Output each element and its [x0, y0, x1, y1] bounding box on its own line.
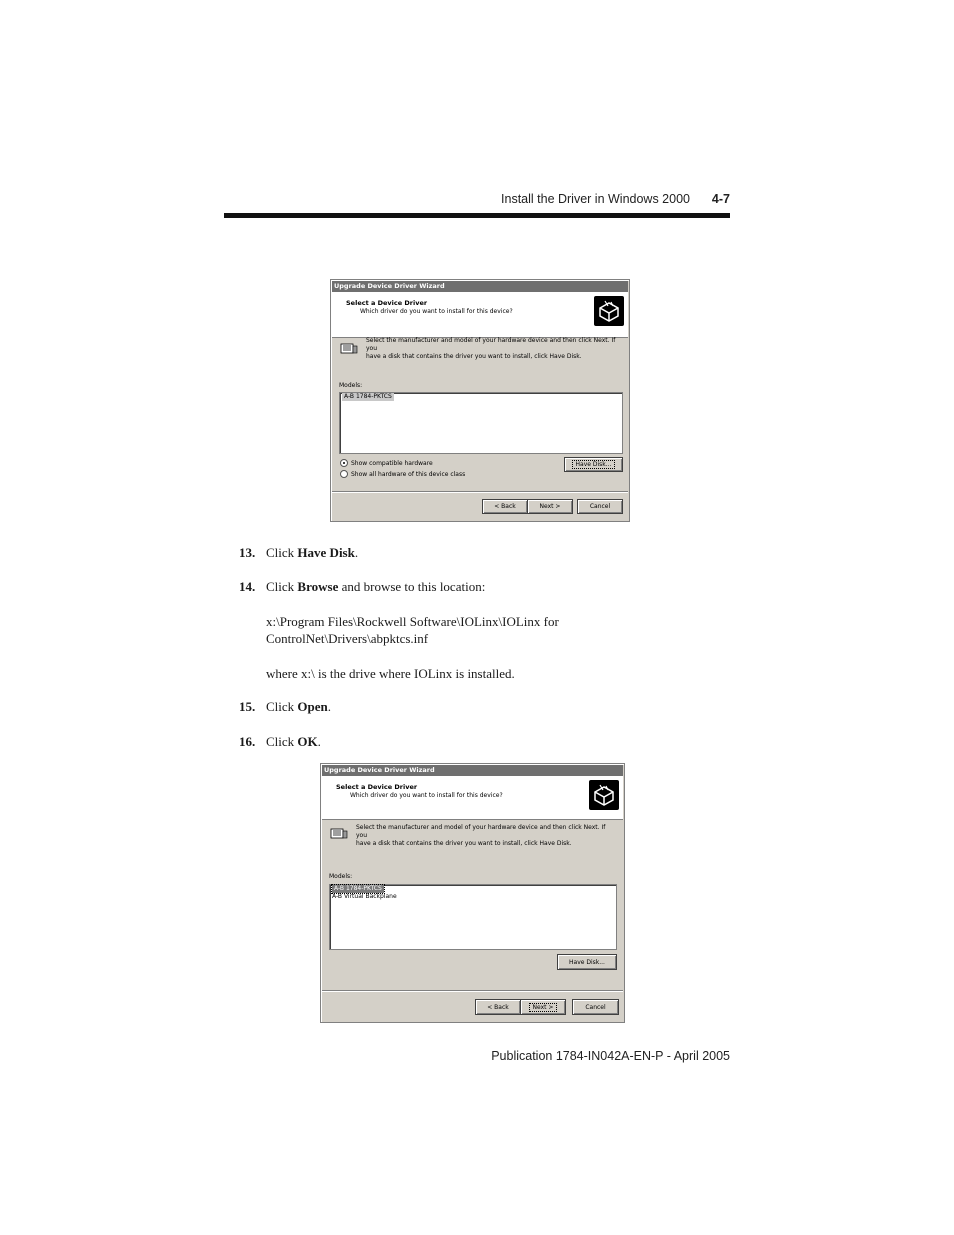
publication-footer: Publication 1784-IN042A-EN-P - April 2005: [491, 1049, 730, 1063]
radio-show-all[interactable]: [340, 470, 465, 478]
models-listbox[interactable]: [329, 884, 617, 950]
models-label: Models:: [339, 382, 363, 389]
dialog-title: Upgrade Device Driver Wizard: [332, 281, 628, 292]
file-path-line: ControlNet\Drivers\abpktcs.inf: [266, 631, 429, 646]
radio-label: Show all hardware of this device class: [351, 470, 466, 478]
instruction-text: [356, 824, 618, 848]
step-text: .: [354, 545, 359, 560]
instruction-line: have a disk that contains the driver you want to install, click Have Disk.: [366, 353, 582, 360]
dialog-heading: Select a Device Driver: [336, 783, 418, 791]
hardware-wizard-icon: [589, 780, 619, 810]
running-header-title: Install the Driver in Windows 2000: [501, 192, 690, 206]
header-rule: [224, 213, 730, 218]
instruction-text: [366, 337, 621, 361]
radio-label: Show compatible hardware: [351, 459, 433, 467]
step-bold-term: OK: [297, 734, 318, 749]
step-text: Click: [266, 699, 298, 714]
hardware-driver-icon: [330, 826, 348, 840]
step-text: and browse to this location:: [338, 579, 486, 594]
instruction-line: Select the manufacturer and model of your hardware device and then click Next. If you: [366, 337, 616, 352]
have-disk-button[interactable]: Have Disk...: [557, 954, 617, 970]
cancel-button[interactable]: Cancel: [577, 499, 623, 514]
list-item[interactable]: A-B 1784-PKTCS: [344, 393, 392, 400]
where-note: where x:\ is the drive where IOLinx is installed.: [266, 666, 515, 681]
dialog-subheading: Which driver do you want to install for this device?: [360, 308, 513, 315]
step-number: 16.: [239, 734, 256, 749]
step-bold-term: Have Disk: [297, 545, 355, 560]
radio-selected-icon: [340, 459, 348, 467]
models-listbox[interactable]: [339, 392, 623, 454]
radio-show-compatible[interactable]: [340, 459, 433, 467]
instruction-line: Select the manufacturer and model of your hardware device and then click Next. If you: [356, 824, 606, 839]
step-14: [239, 579, 485, 595]
dialog-header-panel: [322, 776, 623, 820]
dialog-header-panel: [332, 292, 628, 338]
step-number: 15.: [239, 699, 256, 714]
next-button[interactable]: Next >: [527, 499, 573, 514]
radio-unselected-icon: [340, 470, 348, 478]
next-button[interactable]: Next >: [520, 999, 566, 1015]
cancel-button[interactable]: Cancel: [572, 999, 619, 1015]
have-disk-button[interactable]: Have Disk...: [564, 457, 623, 472]
dialog-heading: Select a Device Driver: [346, 299, 428, 307]
back-button[interactable]: < Back: [475, 999, 521, 1015]
hardware-driver-icon: [340, 341, 358, 355]
file-path: [266, 613, 559, 647]
list-item[interactable]: A-B 1784-PKTCS: [334, 885, 382, 892]
dialog-subheading: Which driver do you want to install for this device?: [350, 792, 503, 799]
step-bold-term: Browse: [297, 579, 339, 594]
step-number: 14.: [239, 579, 256, 594]
back-button[interactable]: < Back: [482, 499, 528, 514]
step-text: Click: [266, 579, 298, 594]
page-number: 4-7: [711, 192, 730, 206]
step-text: .: [327, 699, 332, 714]
step-15: [239, 699, 331, 715]
step-13: [239, 545, 358, 561]
hardware-wizard-icon: [594, 296, 624, 326]
dialog-separator: [322, 990, 623, 992]
step-16: [239, 734, 321, 750]
step-text: Click: [266, 545, 298, 560]
step-text: Click: [266, 734, 298, 749]
models-label: Models:: [329, 873, 353, 880]
wizard-dialog-1: [330, 279, 630, 522]
list-item[interactable]: A-B Virtual Backplane: [332, 893, 397, 900]
wizard-dialog-2: [320, 763, 625, 1023]
file-path-line: x:\Program Files\Rockwell Software\IOLinx\IOLinx for: [266, 614, 559, 629]
dialog-separator: [332, 491, 628, 493]
step-text: .: [317, 734, 321, 749]
step-bold-term: Open: [297, 699, 328, 714]
dialog-title: Upgrade Device Driver Wizard: [322, 765, 623, 776]
instruction-line: have a disk that contains the driver you want to install, click Have Disk.: [356, 840, 572, 847]
step-number: 13.: [239, 545, 256, 560]
